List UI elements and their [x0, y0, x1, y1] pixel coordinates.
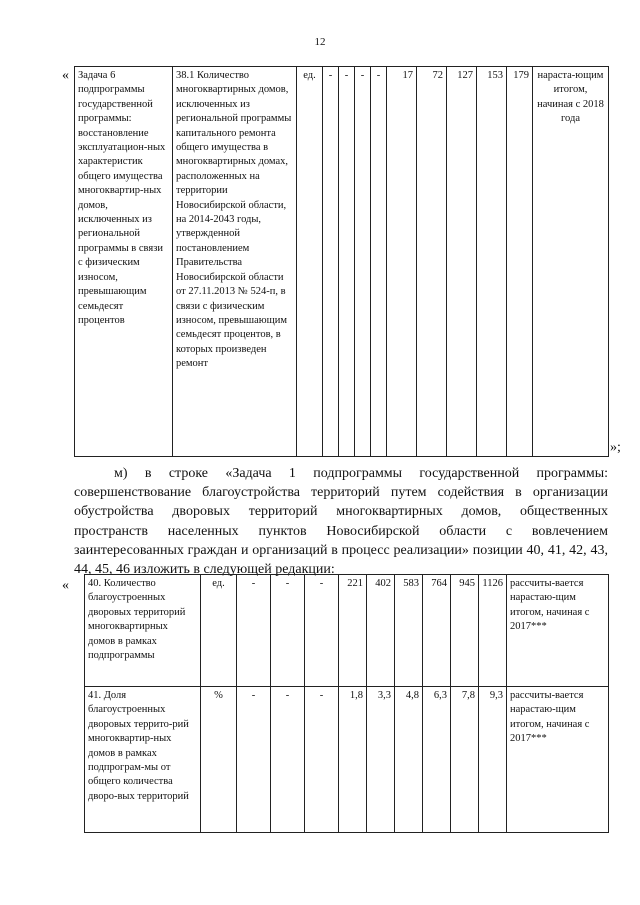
closing-quote: »;: [610, 440, 621, 455]
opening-quote: «: [62, 68, 69, 83]
value-cell: -: [339, 67, 355, 457]
table-row: [85, 687, 609, 833]
unit-cell: %: [201, 687, 237, 833]
value-cell: -: [305, 575, 339, 687]
value-cell: 764: [423, 575, 451, 687]
value-cell: -: [305, 687, 339, 833]
note-cell: рассчиты-вается нарастаю-щим итогом, начиная с 2017***: [507, 575, 609, 687]
value-cell: 4,8: [395, 687, 423, 833]
note-cell: нараста-ющим итогом, начиная с 2018 года: [533, 67, 609, 457]
value-cell: 179: [507, 67, 533, 457]
task-cell: Задача 6 подпрограммы государственной программы: восстановление эксплуатацион-ных характеристик общего имущества многоквартир-ных домов, исключенных из региональной программы в связи с физическим износом, превышающим семьдесят процентов: [75, 67, 173, 457]
page-number: 12: [314, 36, 326, 48]
amendment-paragraph: [74, 464, 608, 579]
value-cell: 9,3: [479, 687, 507, 833]
table-row: [85, 575, 609, 687]
value-cell: 153: [477, 67, 507, 457]
amendment-text: м) в строке «Задача 1 подпрограммы государственной программы: совершенствование благоустройства территорий путем содействия в организации обустройства дворовых территорий многоквартирных домов, общественных пространств населенных пунктов Новосибирской области с вовлечением заинтересованных граждан и организаций в процесс реализации» позиции 40, 41, 42, 43, 44, 45, 46 изложить в следующей редакции:: [74, 466, 608, 578]
task6-row: [75, 67, 609, 457]
value-cell: 6,3: [423, 687, 451, 833]
value-cell: -: [271, 687, 305, 833]
value-cell: -: [323, 67, 339, 457]
task1-table: [84, 574, 609, 833]
value-cell: 1,8: [339, 687, 367, 833]
task6-table: [74, 66, 609, 457]
value-cell: 72: [417, 67, 447, 457]
opening-quote-2: «: [62, 578, 69, 593]
value-cell: -: [371, 67, 387, 457]
note-cell: рассчиты-вается нарастаю-щим итогом, начиная с 2017***: [507, 687, 609, 833]
value-cell: 945: [451, 575, 479, 687]
unit-cell: ед.: [297, 67, 323, 457]
unit-cell: ед.: [201, 575, 237, 687]
value-cell: 583: [395, 575, 423, 687]
value-cell: 402: [367, 575, 395, 687]
value-cell: -: [355, 67, 371, 457]
value-cell: 221: [339, 575, 367, 687]
value-cell: -: [271, 575, 305, 687]
value-cell: 7,8: [451, 687, 479, 833]
indicator-cell: 41. Доля благоустроенных дворовых террито-рий многоквартир-ных домов в рамках подпрограм-мы от общего количества дворо-вых территорий: [85, 687, 201, 833]
value-cell: 127: [447, 67, 477, 457]
value-cell: 3,3: [367, 687, 395, 833]
value-cell: -: [237, 575, 271, 687]
value-cell: 1126: [479, 575, 507, 687]
indicator-cell: 40. Количество благоустроенных дворовых территорий многоквартирных домов в рамках подпрограммы: [85, 575, 201, 687]
value-cell: -: [237, 687, 271, 833]
value-cell: 17: [387, 67, 417, 457]
indicator-cell: 38.1 Количество многоквартирных домов, исключенных из региональной программы капитального ремонта общего имущества в многоквартирных домах, расположенных на территории Новосибирской области, на 2014-2043 годы, утвержденной постановлением Правительства Новосибирской области от 27.11.2013 № 524-п, в связи с физическим износом, превышающим семьдесят процентов, в которых произведен ремонт: [173, 67, 297, 457]
